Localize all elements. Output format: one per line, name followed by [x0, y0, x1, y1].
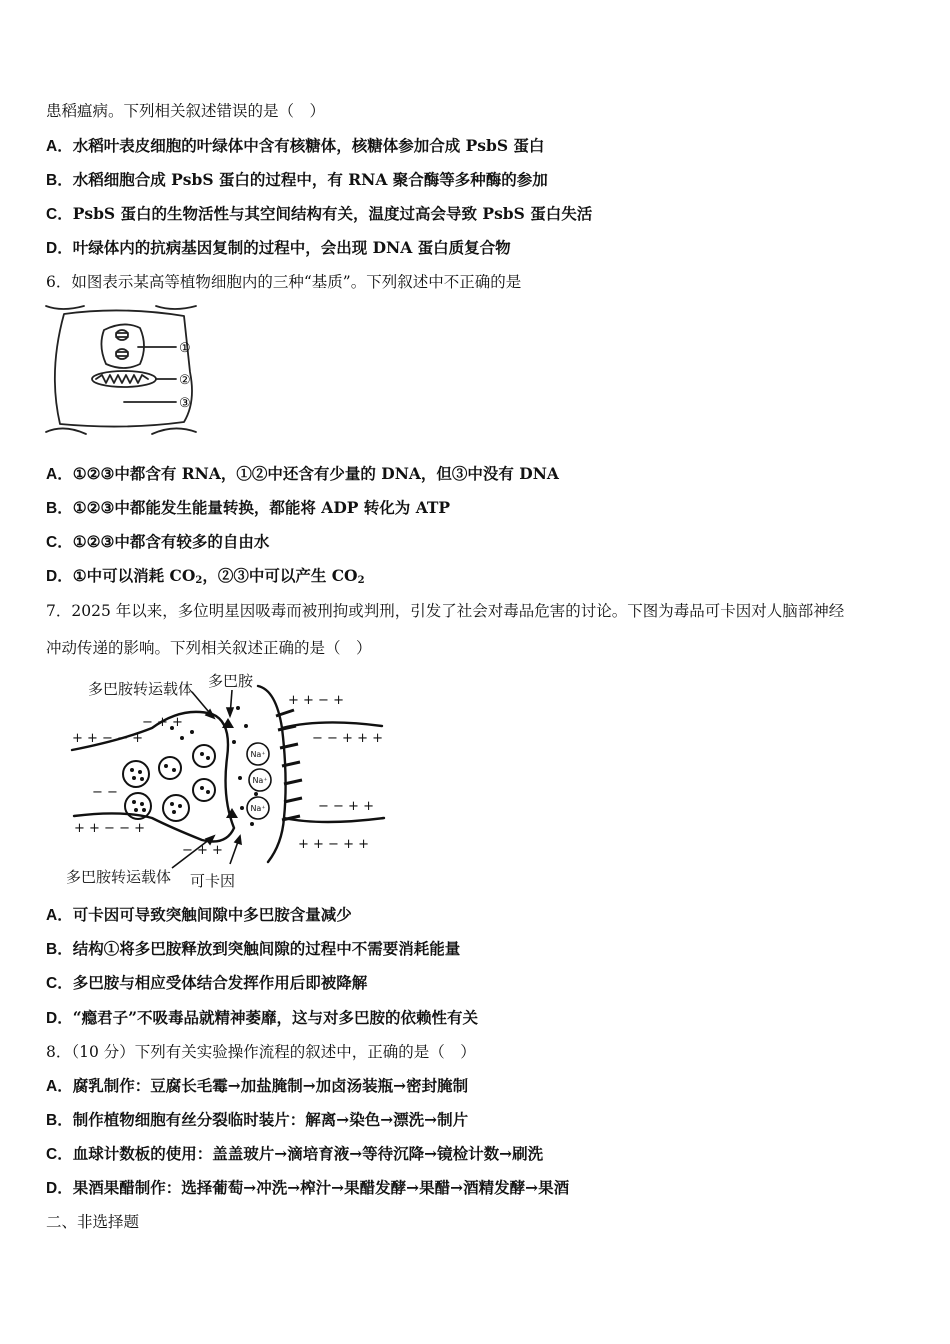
option-label: D． [46, 1010, 73, 1027]
option-text: ①②③中都含有较多的自由水 [72, 532, 270, 551]
option-text: ①②③中都能发生能量转换，都能将 ADP 转化为 ATP [72, 498, 451, 517]
section-title: 二、非选择题 [46, 1213, 140, 1231]
option-label: A． [46, 138, 73, 155]
option-text-part: ，②③中可以产生 CO [202, 566, 358, 585]
svg-text:+ + − − +: + + − − + [72, 731, 143, 746]
option-text: 结构①将多巴胺释放到突触间隙的过程中不需要消耗能量 [72, 939, 461, 958]
svg-text:− −: − − [92, 785, 118, 800]
dopamine-label: 多巴胺 [208, 672, 254, 690]
q8-stem: 8．（10 分）下列有关实验操作流程的叙述中，正确的是（ ） [46, 1043, 476, 1061]
option-label: C． [46, 206, 73, 223]
option-label: C． [46, 1146, 73, 1163]
option-text: 血球计数板的使用：盖盖玻片→滴培育液→等待沉降→镜检计数→刷洗 [72, 1144, 544, 1163]
option-text: ①②③中都含有 RNA，①②中还含有少量的 DNA，但③中没有 DNA [72, 464, 559, 483]
option-text: 果酒果醋制作：选择葡萄→冲洗→榨汁→果醋发酵→果醋→酒精发酵→果酒 [72, 1178, 570, 1197]
option-label: B． [46, 1112, 73, 1129]
q6-stem: 6．如图表示某高等植物细胞内的三种“基质”。下列叙述中不正确的是 [46, 273, 522, 291]
option-text: 叶绿体内的抗病基因复制的过程中，会出现 DNA 蛋白质复合物 [72, 238, 511, 257]
q6-option-c[interactable] [46, 531, 269, 554]
option-text-part: ①中可以消耗 CO [72, 566, 196, 585]
option-label: B． [46, 172, 73, 189]
transporter-bottom-label: 多巴胺转运载体 [66, 868, 172, 886]
q8-option-c[interactable] [46, 1143, 543, 1166]
svg-text:− + +: − + + [182, 843, 223, 858]
svg-text:+ + − + +: + + − + + [298, 837, 369, 852]
option-text: 水稻叶表皮细胞的叶绿体中含有核糖体，核糖体参加合成 PsbS 蛋白 [72, 136, 545, 155]
q7-stem-line2: 冲动传递的影响。下列相关叙述正确的是（ ） [46, 639, 372, 657]
q6-option-b[interactable] [46, 497, 450, 520]
option-label: C． [46, 534, 73, 551]
q6-option-d[interactable] [46, 565, 365, 592]
q6-option-a[interactable] [46, 463, 559, 486]
subscript: 2 [357, 575, 365, 586]
option-text: 制作植物细胞有丝分裂临时装片：解离→染色→漂洗→制片 [72, 1110, 469, 1129]
q7-stem-line1: 7．2025 年以来，多位明星因吸毒而被刑拘或判刑，引发了社会对毒品危害的讨论。下图为毒品可卡因对人脑部神经 [46, 602, 845, 620]
transporter-top-label: 多巴胺转运载体 [88, 680, 194, 698]
option-text: PsbS 蛋白的生物活性与其空间结构有关，温度过高会导致 PsbS 蛋白失活 [72, 204, 593, 223]
option-text: 多巴胺与相应受体结合发挥作用后即被降解 [72, 973, 368, 992]
plant-cell-figure [44, 302, 204, 438]
label-2: ② [179, 373, 191, 388]
option-text: “瘾君子”不吸毒品就精神萎靡，这与对多巴胺的依赖性有关 [72, 1008, 479, 1027]
q5-option-d[interactable] [46, 237, 511, 260]
svg-text:− − + + +: − − + + + [312, 731, 383, 746]
q7-option-a[interactable] [46, 904, 352, 927]
subscript: 2 [195, 575, 203, 586]
q5-stem-tail: 患稻瘟病。下列相关叙述错误的是（ ） [46, 102, 326, 120]
option-text: 水稻细胞合成 PsbS 蛋白的过程中，有 RNA 聚合酶等多种酶的参加 [72, 170, 548, 189]
q8-option-b[interactable] [46, 1109, 468, 1132]
svg-text:− + +: − + + [142, 715, 183, 730]
option-text [73, 566, 365, 585]
q7-option-d[interactable] [46, 1007, 478, 1030]
sodium-label: Na⁺ [250, 750, 266, 759]
q8-option-d[interactable] [46, 1177, 569, 1200]
q7-option-c[interactable] [46, 972, 367, 995]
svg-text:+ + − − +: + + − − + [74, 821, 145, 836]
option-text: 可卡因可导致突触间隙中多巴胺含量减少 [72, 905, 352, 924]
sodium-label: Na⁺ [250, 804, 266, 813]
option-label: A． [46, 466, 73, 483]
option-label: A． [46, 1078, 73, 1095]
sodium-label: Na⁺ [252, 776, 268, 785]
label-1: ① [179, 341, 191, 356]
option-label: B． [46, 500, 73, 517]
q8-option-a[interactable] [46, 1075, 468, 1098]
option-text: 腐乳制作：豆腐长毛霉→加盐腌制→加卤汤装瓶→密封腌制 [72, 1076, 469, 1095]
cocaine-label: 可卡因 [190, 872, 236, 890]
option-label: C． [46, 975, 73, 992]
q5-option-b[interactable] [46, 169, 548, 192]
label-3: ③ [179, 396, 191, 411]
option-label: B． [46, 941, 73, 958]
synapse-figure [62, 668, 392, 892]
q5-option-c[interactable] [46, 203, 592, 226]
option-label: D． [46, 568, 73, 585]
q5-option-a[interactable] [46, 135, 544, 158]
option-label: D． [46, 1180, 73, 1197]
svg-text:+ + − +: + + − + [288, 693, 344, 708]
q7-option-b[interactable] [46, 938, 460, 961]
option-label: D． [46, 240, 73, 257]
svg-text:− − + +: − − + + [318, 799, 374, 814]
option-label: A． [46, 907, 73, 924]
